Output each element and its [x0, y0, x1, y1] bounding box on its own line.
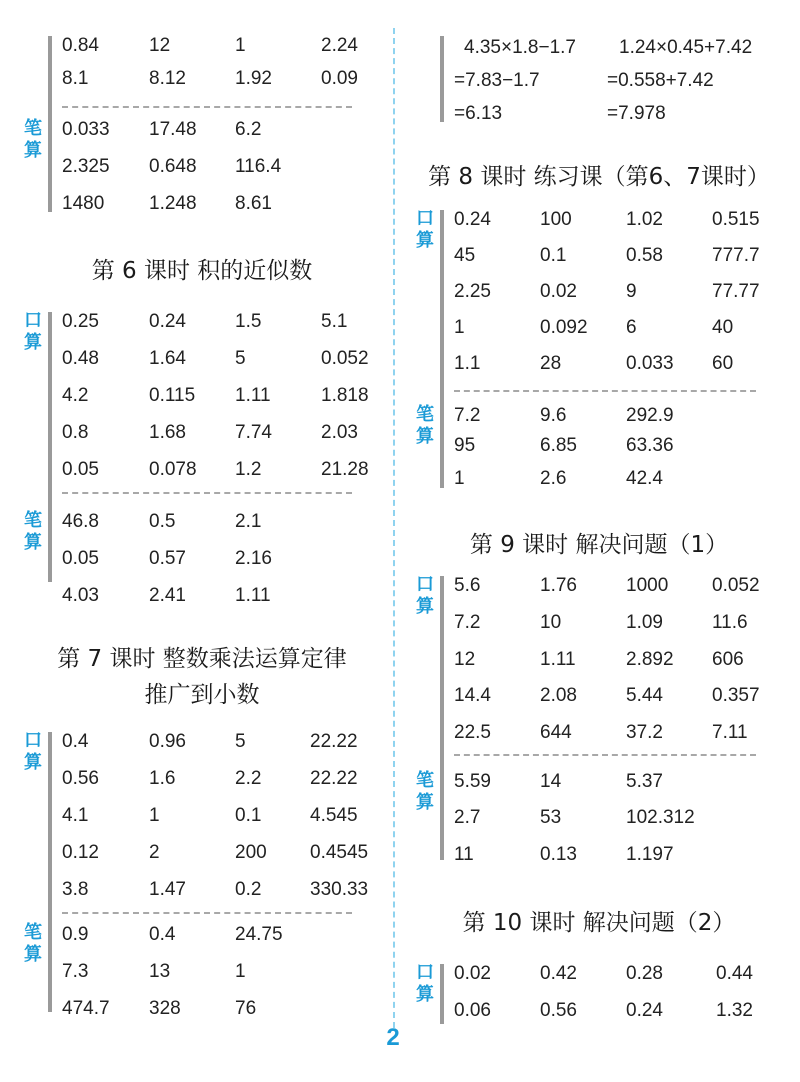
answer-cell: 7.74	[235, 422, 272, 443]
answer-cell: 1	[454, 468, 465, 489]
answer-cell: 2.2	[235, 768, 262, 789]
bracket-bar	[440, 964, 444, 1024]
answer-cell: 0.4	[62, 731, 89, 752]
answer-cell: 1	[235, 35, 246, 56]
answer-cell: 0.02	[540, 281, 577, 302]
answer-cell: =0.558+7.42	[607, 70, 714, 91]
answer-cell: 0.9	[62, 924, 89, 945]
answer-cell: 0.05	[62, 548, 99, 569]
answer-cell: 5.44	[626, 685, 663, 706]
answer-cell: 1.197	[626, 844, 674, 865]
lesson-9-title: 第 9 课时 解决问题（1）	[469, 532, 729, 558]
answer-cell: 0.2	[235, 879, 262, 900]
answer-cell: 4.35×1.8−1.7	[464, 37, 576, 58]
kousuan-label: 口 算	[24, 730, 42, 773]
bracket-bar	[440, 36, 444, 122]
answer-cell: 5.6	[454, 575, 481, 596]
answer-cell: 7.2	[454, 612, 481, 633]
answer-cell: 0.02	[454, 963, 491, 984]
lesson-10-title: 第 10 课时 解决问题（2）	[462, 910, 736, 936]
answer-cell: 1.92	[235, 68, 272, 89]
answer-cell: 77.77	[712, 281, 760, 302]
bisuan-label: 笔 算	[24, 118, 42, 161]
kousuan-label: 口 算	[416, 208, 434, 251]
lesson-8-title: 第 8 课时 练习课（第6、7课时）	[428, 164, 770, 190]
answer-cell: 2.03	[321, 422, 358, 443]
dashed-separator	[62, 492, 352, 494]
lesson-6-title: 第 6 课时 积的近似数	[91, 258, 313, 284]
answer-cell: 0.092	[540, 317, 588, 338]
answer-cell: 0.052	[321, 348, 369, 369]
answer-cell: 8.61	[235, 193, 272, 214]
answer-cell: 9	[626, 281, 637, 302]
bracket-bar	[48, 732, 52, 1012]
answer-cell: 0.033	[62, 119, 110, 140]
answer-cell: 1	[149, 805, 160, 826]
answer-cell: 1.248	[149, 193, 197, 214]
answer-cell: 0.57	[149, 548, 186, 569]
answer-cell: 6.2	[235, 119, 262, 140]
answer-cell: 1	[235, 961, 246, 982]
answer-cell: 0.24	[149, 311, 186, 332]
answer-cell: 0.5	[149, 511, 176, 532]
answer-cell: 6	[626, 317, 637, 338]
answer-cell: 22.22	[310, 768, 358, 789]
answer-cell: 2.41	[149, 585, 186, 606]
bracket-bar	[48, 36, 52, 212]
answer-cell: 1.5	[235, 311, 262, 332]
answer-cell: 5.1	[321, 311, 348, 332]
answer-cell: 0.648	[149, 156, 197, 177]
answer-cell: 24.75	[235, 924, 283, 945]
answer-cell: 12	[454, 649, 476, 670]
answer-cell: 37.2	[626, 722, 663, 743]
answer-cell: 0.12	[62, 842, 99, 863]
answer-cell: 200	[235, 842, 267, 863]
answer-cell: 0.28	[626, 963, 663, 984]
answer-cell: 4.1	[62, 805, 89, 826]
answer-cell: 1.6	[149, 768, 176, 789]
answer-cell: 1.11	[235, 585, 271, 606]
lesson-7-title: 第 7 课时 整数乘法运算定律	[57, 646, 347, 672]
answer-cell: 474.7	[62, 998, 110, 1019]
answer-cell: 2.16	[235, 548, 272, 569]
answer-cell: 45	[454, 245, 476, 266]
answer-cell: 1.11	[235, 385, 271, 406]
answer-cell: 100	[540, 209, 572, 230]
answer-cell: 1.64	[149, 348, 186, 369]
answer-cell: 17.48	[149, 119, 197, 140]
answer-cell: 102.312	[626, 807, 695, 828]
answer-cell: 2.24	[321, 35, 358, 56]
answer-cell: 40	[712, 317, 734, 338]
answer-cell: 0.1	[540, 245, 567, 266]
answer-cell: 11.6	[712, 612, 748, 633]
answer-cell: 0.033	[626, 353, 674, 374]
answer-cell: 0.4	[149, 924, 176, 945]
answer-cell: 0.24	[454, 209, 491, 230]
answer-cell: 22.5	[454, 722, 491, 743]
answer-cell: 1.76	[540, 575, 577, 596]
answer-cell: 0.24	[626, 1000, 663, 1021]
answer-cell: 6.85	[540, 435, 577, 456]
answer-cell: 777.7	[712, 245, 760, 266]
bracket-bar	[440, 210, 444, 488]
answer-cell: 0.96	[149, 731, 186, 752]
bisuan-label: 笔 算	[416, 770, 434, 813]
answer-cell: 2.25	[454, 281, 491, 302]
answer-cell: 4.545	[310, 805, 358, 826]
answer-cell: 330.33	[310, 879, 369, 900]
answer-cell: 2.7	[454, 807, 481, 828]
answer-cell: 7.11	[712, 722, 748, 743]
answer-cell: 5	[235, 348, 246, 369]
answer-cell: 10	[540, 612, 562, 633]
answer-cell: 0.56	[540, 1000, 577, 1021]
answer-cell: 21.28	[321, 459, 369, 480]
answer-cell: 1.32	[716, 1000, 753, 1021]
answer-cell: 0.06	[454, 1000, 491, 1021]
dashed-separator	[62, 912, 352, 914]
answer-cell: 1.47	[149, 879, 186, 900]
answer-cell: 2.325	[62, 156, 110, 177]
answer-cell: 8.1	[62, 68, 89, 89]
answer-cell: 0.515	[712, 209, 760, 230]
answer-cell: 28	[540, 353, 562, 374]
bisuan-label: 笔 算	[24, 510, 42, 553]
bracket-bar	[440, 576, 444, 860]
answer-cell: 1.2	[235, 459, 262, 480]
answer-cell: 11	[454, 844, 474, 865]
answer-cell: 644	[540, 722, 572, 743]
answer-cell: 2.1	[235, 511, 262, 532]
answer-cell: 292.9	[626, 405, 674, 426]
dashed-separator	[62, 106, 352, 108]
answer-cell: 2.892	[626, 649, 674, 670]
answer-cell: 0.8	[62, 422, 89, 443]
answer-cell: 2.6	[540, 468, 567, 489]
answer-cell: 12	[149, 35, 171, 56]
answer-cell: 0.4545	[310, 842, 369, 863]
bisuan-label: 笔 算	[416, 404, 434, 447]
answer-cell: 0.84	[62, 35, 99, 56]
answer-cell: 14.4	[454, 685, 491, 706]
answer-cell: 8.12	[149, 68, 186, 89]
answer-cell: 0.115	[149, 385, 196, 406]
answer-cell: 3.8	[62, 879, 89, 900]
answer-cell: =7.83−1.7	[454, 70, 540, 91]
answer-cell: 116.4	[235, 156, 282, 177]
answer-cell: 0.44	[716, 963, 753, 984]
answer-cell: 1.68	[149, 422, 186, 443]
answer-cell: 95	[454, 435, 476, 456]
answer-cell: 7.3	[62, 961, 89, 982]
answer-cell: =7.978	[607, 103, 666, 124]
answer-cell: 0.078	[149, 459, 197, 480]
answer-cell: 606	[712, 649, 744, 670]
answer-cell: 5	[235, 731, 246, 752]
answer-cell: 76	[235, 998, 257, 1019]
answer-cell: 0.09	[321, 68, 358, 89]
answer-cell: 0.58	[626, 245, 663, 266]
answer-cell: =6.13	[454, 103, 503, 124]
answer-cell: 5.59	[454, 771, 491, 792]
answer-cell: 22.22	[310, 731, 358, 752]
answer-cell: 14	[540, 771, 562, 792]
answer-cell: 0.13	[540, 844, 577, 865]
answer-cell: 1480	[62, 193, 105, 214]
answer-cell: 1.1	[454, 353, 481, 374]
answer-cell: 4.03	[62, 585, 99, 606]
answer-cell: 53	[540, 807, 562, 828]
answer-cell: 7.2	[454, 405, 481, 426]
answer-cell: 0.48	[62, 348, 99, 369]
kousuan-label: 口 算	[416, 962, 434, 1005]
answer-cell: 0.05	[62, 459, 99, 480]
answer-cell: 0.42	[540, 963, 577, 984]
answer-cell: 0.25	[62, 311, 99, 332]
answer-cell: 1.02	[626, 209, 663, 230]
answer-cell: 0.357	[712, 685, 760, 706]
answer-cell: 63.36	[626, 435, 674, 456]
answer-cell: 2.08	[540, 685, 577, 706]
bracket-bar	[48, 312, 52, 582]
answer-cell: 1	[454, 317, 465, 338]
answer-cell: 1.24×0.45+7.42	[619, 37, 753, 58]
answer-cell: 60	[712, 353, 734, 374]
kousuan-label: 口 算	[24, 310, 42, 353]
answer-cell: 0.56	[62, 768, 99, 789]
kousuan-label: 口 算	[416, 574, 434, 617]
page-number: 2	[386, 1024, 400, 1051]
answer-cell: 1.11	[540, 649, 576, 670]
lesson-7-title-line2: 推广到小数	[144, 682, 260, 708]
answer-cell: 0.052	[712, 575, 760, 596]
answer-cell: 13	[149, 961, 171, 982]
bisuan-label: 笔 算	[24, 922, 42, 965]
answer-cell: 4.2	[62, 385, 89, 406]
answer-cell: 42.4	[626, 468, 663, 489]
answer-cell: 1.09	[626, 612, 663, 633]
dashed-separator	[454, 754, 756, 756]
answer-cell: 5.37	[626, 771, 663, 792]
answer-cell: 9.6	[540, 405, 567, 426]
dashed-separator	[454, 390, 756, 392]
answer-cell: 1000	[626, 575, 669, 596]
answer-cell: 46.8	[62, 511, 99, 532]
answer-cell: 2	[149, 842, 160, 863]
answer-cell: 0.1	[235, 805, 262, 826]
answer-cell: 328	[149, 998, 181, 1019]
center-divider	[393, 28, 395, 1028]
answer-cell: 1.818	[321, 385, 369, 406]
